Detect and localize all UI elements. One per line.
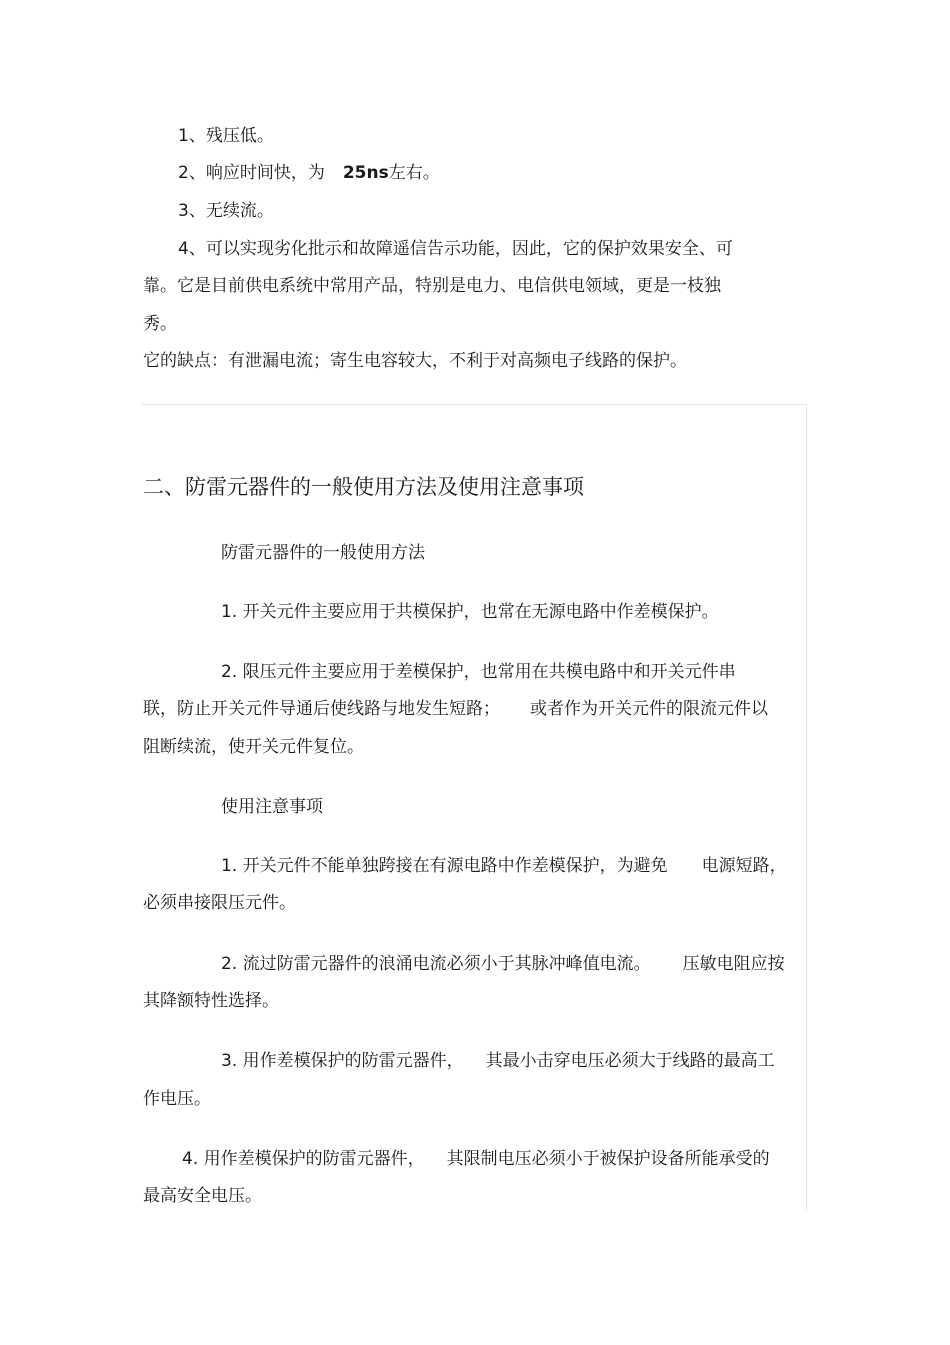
note-item-3-line-1a: 3. 用作差模保护的防雷元器件， <box>221 1051 464 1071</box>
subheading-notes: 使用注意事项 <box>221 797 323 817</box>
list-item-3: 3、无续流。 <box>178 201 274 221</box>
drawback-paragraph: 它的缺点：有泄漏电流；寄生电容较大，不利于对高频电子线路的保护。 <box>143 351 687 371</box>
note-item-3-line-1b: 其最小击穿电压必须大于线路的最高工 <box>485 1051 775 1071</box>
response-time-value: 25ns <box>342 163 389 183</box>
note-item-2-line-1 <box>221 953 785 975</box>
usage-item-2-line-3: 阻断续流，使开关元件复位。 <box>143 737 364 757</box>
usage-item-2-line-1: 2. 限压元件主要应用于差模保护，也常用在共模电路中和开关元件串 <box>221 662 736 682</box>
note-item-1-line-1b: 电源短路， <box>701 856 787 876</box>
usage-item-2-line-2 <box>143 698 768 720</box>
list-item-4-line-1: 4、可以实现劣化批示和故障遥信告示功能，因此，它的保护效果安全、可 <box>178 239 733 259</box>
note-item-4-line-2: 最高安全电压。 <box>143 1186 262 1206</box>
list-item-1: 1、残压低。 <box>178 126 274 146</box>
note-item-3-line-1 <box>221 1050 775 1072</box>
note-item-4-line-1a: 4. 用作差模保护的防雷元器件， <box>182 1149 425 1169</box>
list-item-2 <box>178 162 440 184</box>
usage-item-2-line-2b: 或者作为开关元件的限流元件以 <box>530 699 768 719</box>
subheading-usage: 防雷元器件的一般使用方法 <box>221 543 425 563</box>
note-item-1-line-2: 必须串接限压元件。 <box>143 893 296 913</box>
list-item-2-suffix: 左右。 <box>388 163 440 183</box>
usage-item-2-line-2a: 联，防止开关元件导通后使线路与地发生短路； <box>143 699 500 719</box>
note-item-3-line-2: 作电压。 <box>143 1089 211 1109</box>
list-item-4-line-2: 靠。它是目前供电系统中常用产品，特别是电力、电信供电领域，更是一枝独 <box>143 276 721 296</box>
note-item-2-line-1a: 2. 流过防雷元器件的浪涌电流必须小于其脉冲峰值电流。 <box>221 954 651 974</box>
section-heading: 二、防雷元器件的一般使用方法及使用注意事项 <box>143 475 584 499</box>
note-item-2-line-1b: 压敏电阻应按 <box>682 954 785 974</box>
note-item-4-line-1 <box>182 1148 770 1170</box>
note-item-4-line-1b: 其限制电压必须小于被保护设备所能承受的 <box>446 1149 770 1169</box>
list-item-4-line-3: 秀。 <box>143 314 177 334</box>
note-item-2-line-2: 其降额特性选择。 <box>143 991 279 1011</box>
note-item-1-line-1 <box>221 855 787 877</box>
note-item-1-line-1a: 1. 开关元件不能单独跨接在有源电路中作差模保护，为避免 <box>221 856 668 876</box>
list-item-2-prefix: 2、响应时间快，为 <box>178 163 325 183</box>
usage-item-1: 1. 开关元件主要应用于共模保护，也常在无源电路中作差模保护。 <box>221 602 719 622</box>
